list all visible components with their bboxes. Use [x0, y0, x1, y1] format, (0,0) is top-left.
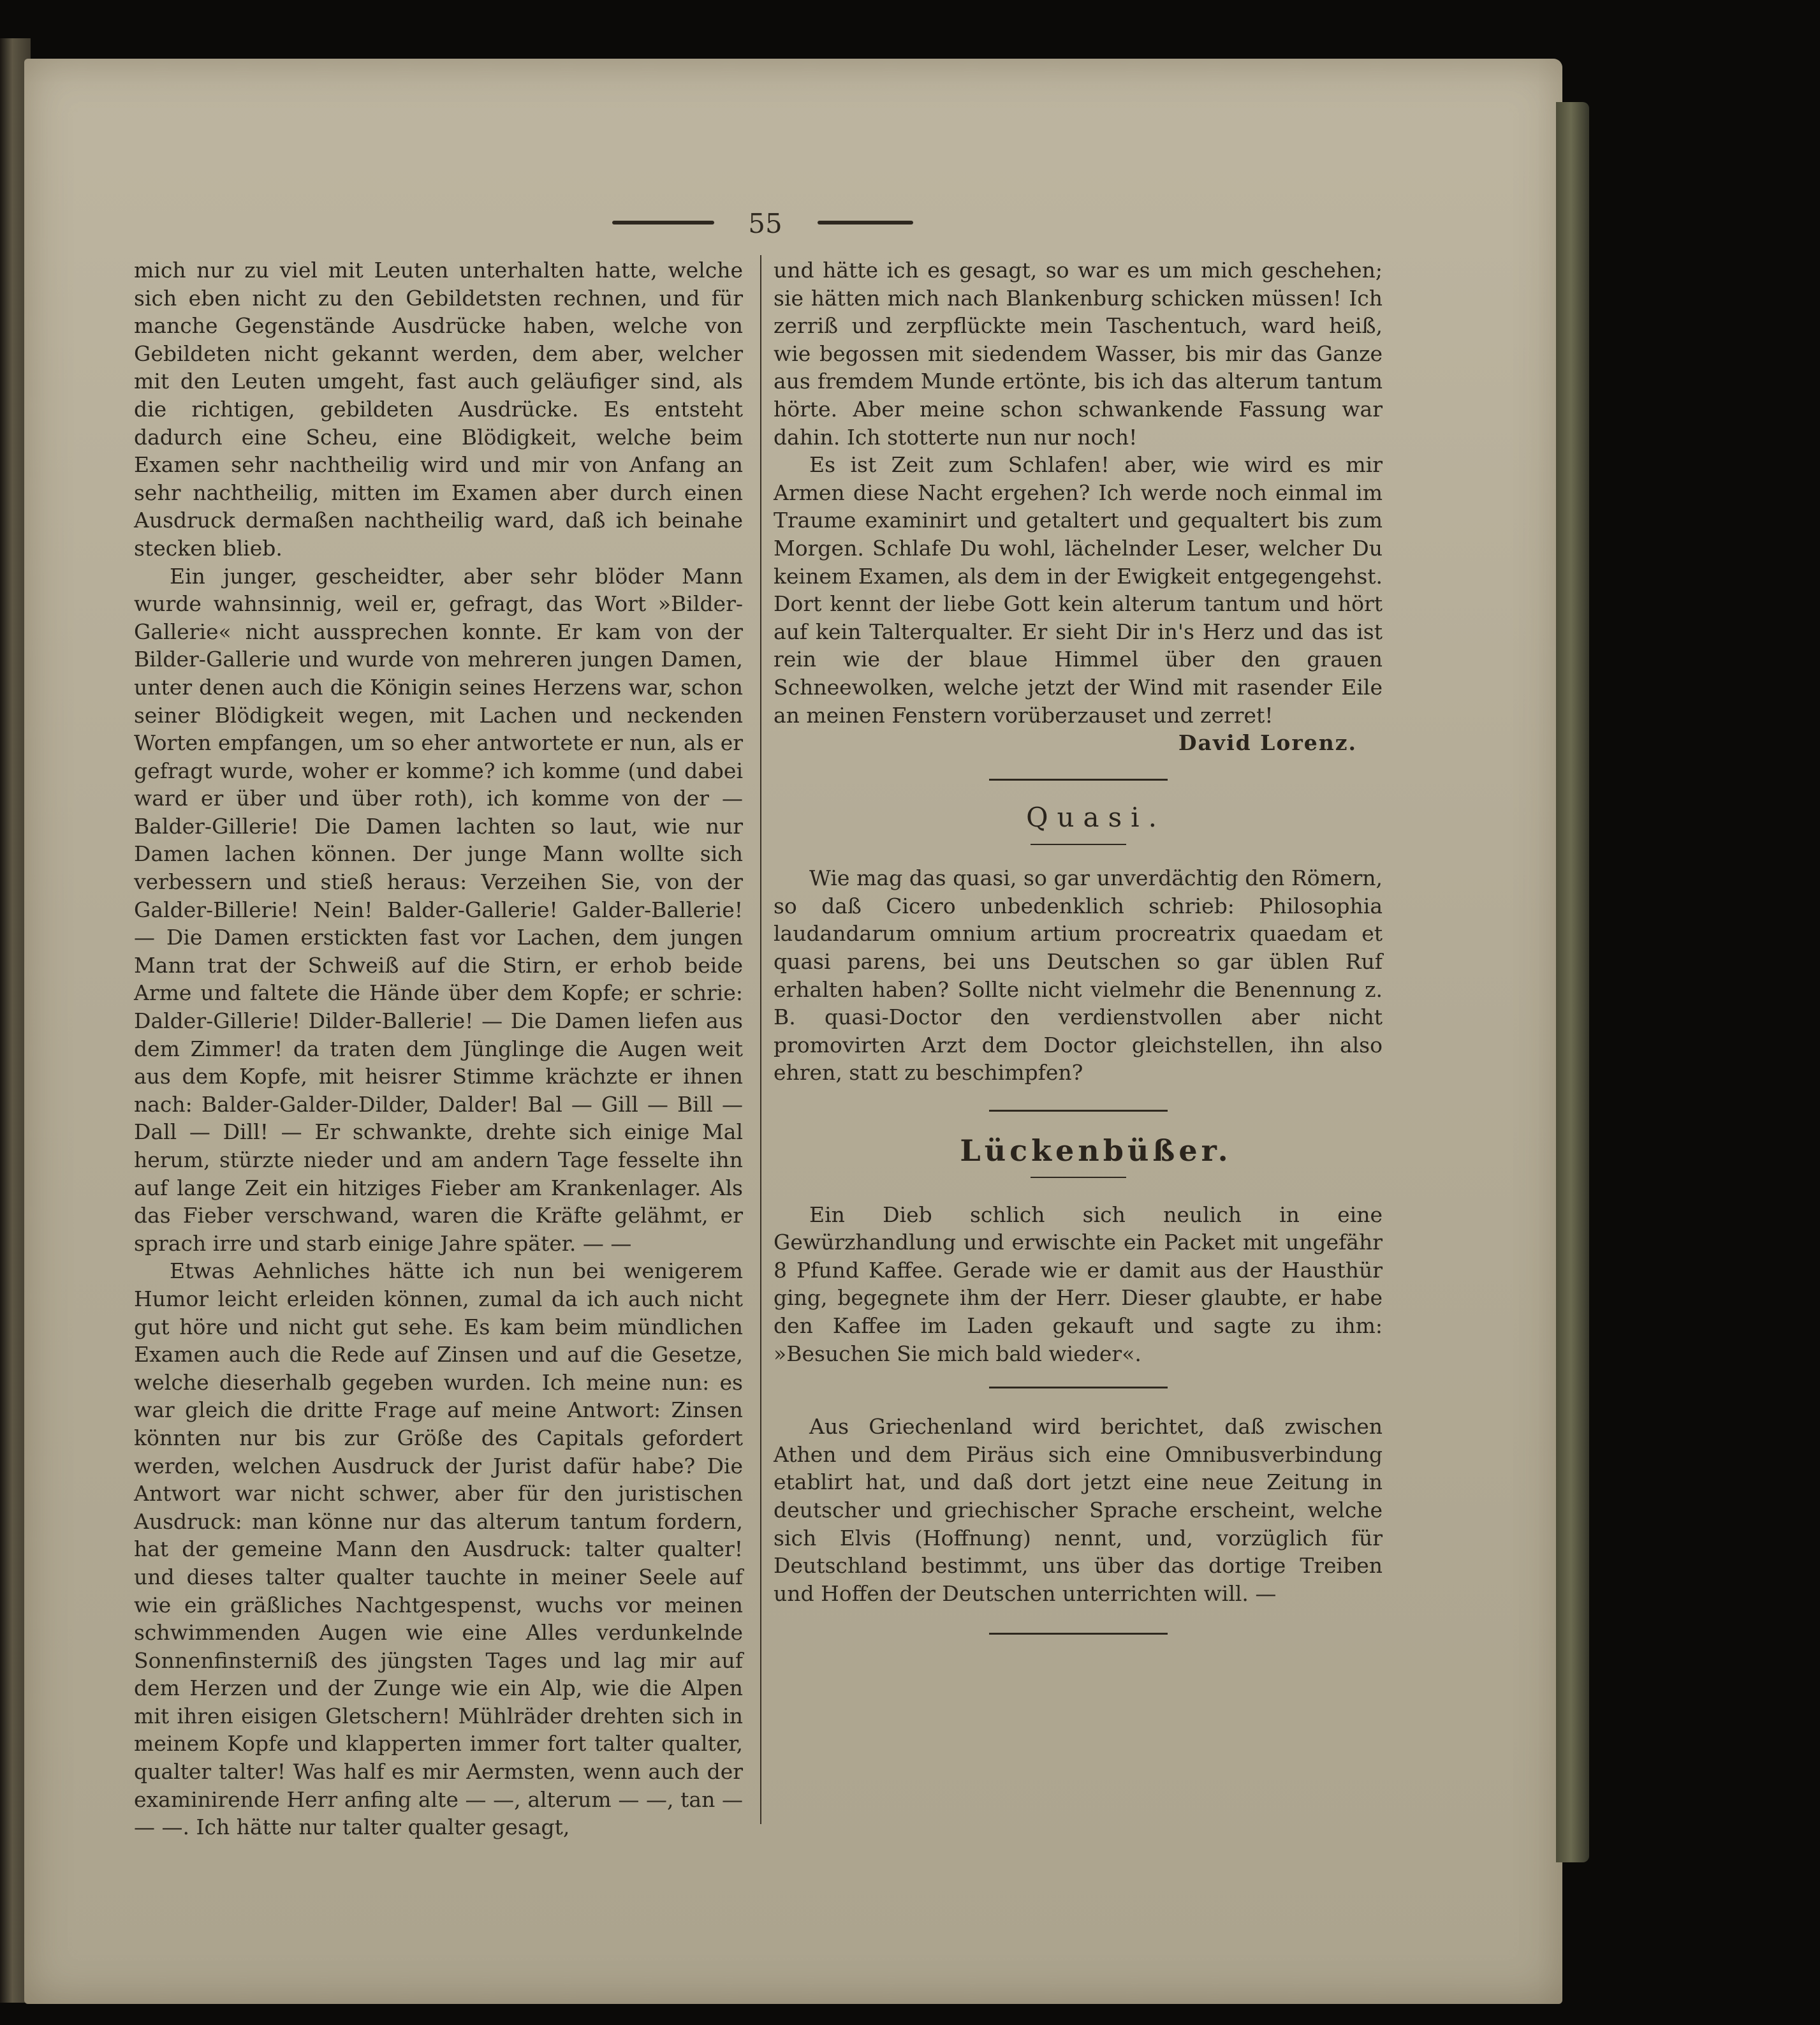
page-number: 55 [748, 208, 782, 239]
section-divider [989, 1633, 1168, 1635]
signature-line [774, 729, 1383, 757]
paragraph: mich nur zu viel mit Leuten unterhalten hatte, welche sich eben nicht zu den Gebildetsten rechnen, und für manche Gegenstände Ausdrücke haben, welche von Gebildeten nicht gekannt werden, dem aber, welcher mit den Leuten umgeht, fast auch geläufiger sind, als die richtigen, gebildeten Ausdrücke. Es entsteht dadurch eine Scheu, eine Blödigkeit, welche beim Examen sehr nachtheilig wird und mir von Anfang an sehr nachtheilig, mitten im Examen aber durch einen Ausdruck dermaßen nachtheilig ward, daß ich beinahe stecken blieb. [134, 258, 743, 561]
paragraph: und hätte ich es gesagt, so war es um mich geschehen; sie hätten mich nach Blankenburg schicken müssen! Ich zerriß und zerpflückte mein Taschentuch, ward heiß, wie begossen mit siedendem Wasser, bis mir das Ganze aus fremdem Munde ertönte, bis ich das alterum tantum hörte. Aber meine schon schwankende Fassung war dahin. Ich stotterte nun nur noch! [774, 258, 1383, 450]
paragraph: Ein junger, gescheidter, aber sehr blöder Mann wurde wahnsinnig, weil er, gefragt, das Wort »Bilder-Gallerie« nicht aussprechen konnte. Er kam von der Bilder-Gallerie und wurde von mehreren jungen Damen, unter denen auch die Königin seines Herzens war, schon seiner Blödigkeit wegen, mit Lachen und neckenden Worten empfangen, um so eher antwortete er nun, als er gefragt wurde, woher er komme? ich komme (und dabei ward er über und über roth), ich komme von der — Balder-Gillerie! Die Damen lachten so laut, wie nur Damen lachen können. Der junge Mann wollte sich verbessern und stieß heraus: Verzeihen Sie, von der Galder-Billerie! Nein! Balder-Gallerie! Galder-Ballerie! — Die Damen erstickten fast vor Lachen, dem jungen Mann trat der Schweiß auf die Stirn, er erhob beide Arme und faltete die Hände über dem Kopfe; er schrie: Dalder-Gillerie! Dilder-Ballerie! — Die Damen liefen aus dem Zimmer! da traten dem Jünglinge die Augen weit aus dem Kopfe, mit heisrer Stimme krächzte er ihnen nach: Balder-Galder-Dilder, Dalder! Bal — Gill — Bill — Dall — Dill! — Er schwankte, drehte sich einige Mal herum, stürzte nieder und am andern Tage fesselte ihn auf lange Zeit ein hitziges Fieber am Krankenlager. Als das Fieber verschwand, waren die Kräfte gelähmt, er sprach irre und starb einige Jahre später. — — [134, 563, 743, 1256]
right-column [774, 256, 1383, 1635]
author-signature: David Lorenz. [1178, 730, 1357, 756]
paragraph: Etwas Aehnliches hätte ich nun bei wenigerem Humor leicht erleiden können, zumal da ich auch nicht gut höre und nicht gut sehe. Es kam beim mündlichen Examen auch die Rede auf Zinsen und auf die Gesetze, welche dieserhalb gegeben wurden. Ich meine nun: es war gleich die dritte Frage auf meine Antwort: Zinsen könnten nur bis zur Größe des Capitals gefordert werden, welchen Ausdruck der Jurist dafür habe? Die Antwort war nicht schwer, aber für den juristischen Ausdruck: man könne nur das alterum tantum fordern, hat der gemeine Mann den Ausdruck: talter qualter! und dieses talter qualter tauchte in meiner Seele auf wie ein gräßliches Nachtgespenst, wuchs vor meinen schwimmenden Augen wie eine Alles verdunkelnde Sonnenfinsterniß des jüngsten Tages und lag mir auf dem Herzen und der Zunge wie ein Alp, wie die Alpen mit ihren eisigen Gletschern! Mühlräder drehten sich in meinem Kopfe und klapperten immer fort talter qualter, qualter talter! Was half es mir Aermsten, wenn auch der examinirende Herr anfing alte — —, alterum — —, tan — — —. Ich hätte nur talter qualter gesagt, [134, 1258, 743, 1840]
paragraph: Wie mag das quasi, so gar unverdächtig den Römern, so daß Cicero unbedenklich schrieb: Philosophia laudandarum omnium artium procreatrix quaedam et quasi parens, bei uns Deutschen so gar üblen Ruf erhalten haben? Sollte nicht vielmehr die Benennung z. B. quasi-Doctor den verdienstvollen aber nicht promovirten Arzt dem Doctor gleichstellen, ihn also ehren, statt zu beschimpfen? [774, 865, 1383, 1086]
page-number-ornament-left [612, 221, 714, 225]
paragraph: Aus Griechenland wird berichtet, daß zwischen Athen und dem Piräus sich eine Omnibusverbindung etablirt hat, und daß dort jetzt eine neue Zeitung in deutscher und griechischer Sprache erscheint, welche sich Elvis (Hoffnung) nennt, und, vorzüglich für Deutschland bestimmt, uns über das dortige Treiben und Hoffen der Deutschen unterrichten will. — [774, 1414, 1383, 1606]
left-column [134, 256, 743, 1841]
page-number-ornament-right [818, 221, 913, 225]
book-spine [1556, 102, 1589, 1862]
paragraph: Es ist Zeit zum Schlafen! aber, wie wird es mir Armen diese Nacht ergehen? Ich werde noch einmal im Traume examinirt und getaltert und gequaltert bis zum Morgen. Schlafe Du wohl, lächelnder Leser, welcher Du keinem Examen, als dem in der Ewigkeit entgegengehst. Dort kennt der liebe Gott kein alterum tantum und hört auf kein Talterqualter. Er sieht Dir in's Herz und das ist rein wie der blaue Himmel über den grauen Schneewolken, welche jetzt der Wind mit rasender Eile an meinen Fenstern vorüberzauset und zerret! [774, 452, 1383, 728]
section-title-lueckenbuesser: Lückenbüßer. [960, 1133, 1232, 1168]
column-divider [760, 255, 761, 1824]
paragraph: Ein Dieb schlich sich neulich in eine Gewürzhandlung und erwischte ein Packet mit ungefähr 8 Pfund Kaffee. Gerade wie er damit aus der Hausthür ging, begegnete ihm der Herr. Dieser glaubte, er habe den Kaffee im Laden gekauft und sagte zu ihm: »Besuchen Sie mich bald wieder«. [774, 1202, 1383, 1366]
section-title-quasi: Quasi. [1026, 801, 1166, 833]
